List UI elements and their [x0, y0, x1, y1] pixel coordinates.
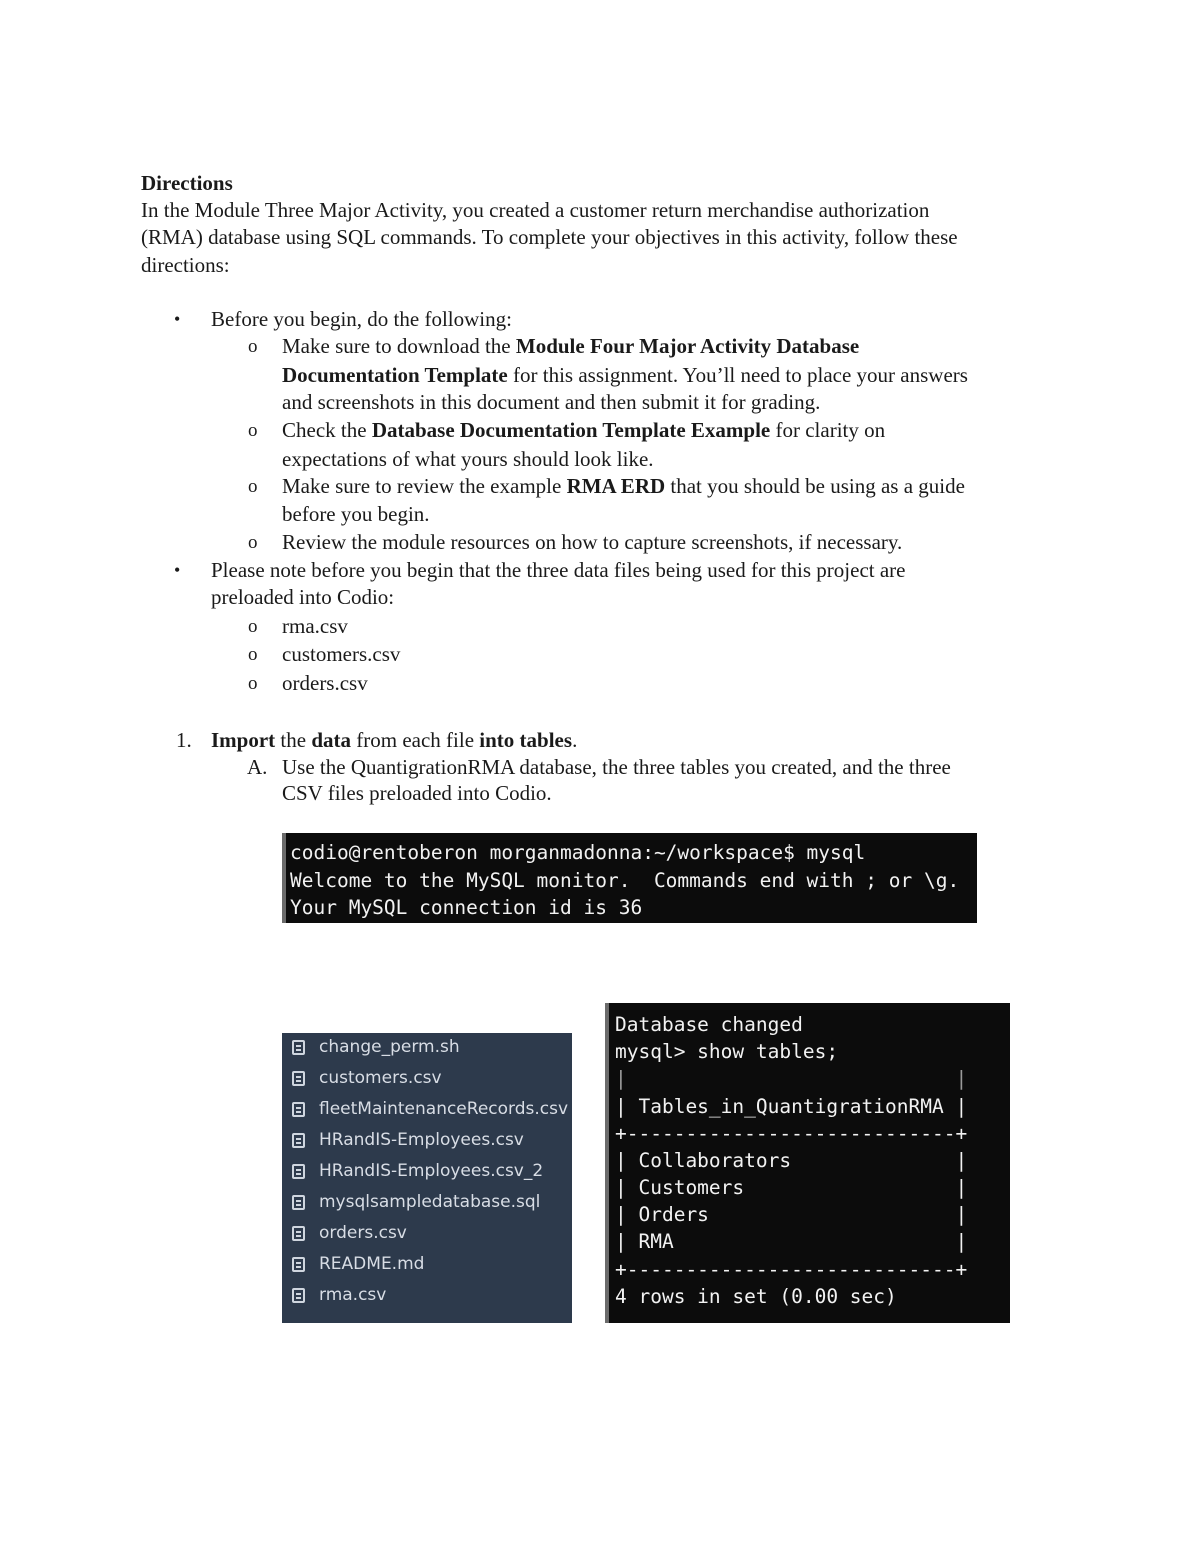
sub-bullet-text: expectations of what yours should look like. — [282, 447, 654, 471]
file-list-item — [292, 1159, 543, 1183]
bullet-text: preloaded into Codio: — [211, 585, 395, 609]
terminal-line: mysql> show tables; — [615, 1040, 839, 1063]
intro-line: (RMA) database using SQL commands. To complete your objectives in this activity, follow these — [141, 225, 958, 249]
sub-bullet-text: Review the module resources on how to capture screenshots, if necessary. — [282, 530, 903, 554]
terminal-line: codio@rentoberon morganmadonna:~/workspace$ mysql — [290, 841, 866, 864]
file-list-item — [292, 1097, 568, 1121]
sub-bullet-icon: o — [248, 420, 258, 441]
file-icon — [292, 1040, 305, 1055]
sub-bullet-icon: o — [248, 532, 258, 553]
file-list-item — [292, 1190, 540, 1214]
terminal-line: Welcome to the MySQL monitor. Commands end with ; or \g. — [290, 869, 960, 892]
terminal-line: Database changed — [615, 1013, 803, 1036]
sub-bullet-icon: o — [248, 336, 258, 357]
file-list-label: fleetMaintenanceRecords.csv — [319, 1099, 569, 1119]
file-list-screenshot — [282, 1033, 572, 1323]
sub-bullet-icon: o — [248, 476, 258, 497]
bullet-text: Before you begin, do the following: — [211, 307, 512, 331]
terminal-line: | RMA | — [615, 1230, 968, 1253]
file-icon — [292, 1195, 305, 1210]
file-icon — [292, 1133, 305, 1148]
file-icon — [292, 1257, 305, 1272]
file-list-label: HRandIS-Employees.csv_2 — [319, 1161, 544, 1181]
file-name: rma.csv — [282, 614, 348, 638]
file-list-label: README.md — [319, 1254, 425, 1274]
bullet-icon: • — [174, 560, 181, 580]
step-sub-text: CSV files preloaded into Codio. — [282, 781, 552, 805]
file-list-item — [292, 1221, 407, 1245]
file-list-label: HRandIS-Employees.csv — [319, 1130, 524, 1150]
terminal-line: | Orders | — [615, 1203, 968, 1226]
sub-bullet-text: before you begin. — [282, 502, 430, 526]
sub-bullet-icon: o — [248, 673, 258, 694]
sub-bullet-text: Make sure to download the Module Four Major Activity Database — [282, 334, 860, 358]
file-icon — [292, 1288, 305, 1303]
terminal-line: | Tables_in_QuantigrationRMA | — [615, 1095, 968, 1118]
file-icon — [292, 1071, 305, 1086]
file-name: orders.csv — [282, 671, 368, 695]
file-list-item — [292, 1066, 442, 1090]
file-icon — [292, 1102, 305, 1117]
terminal-line: +----------------------------+ — [615, 1258, 968, 1281]
sub-bullet-text: Make sure to review the example RMA ERD that you should be using as a guide — [282, 474, 965, 498]
file-list-item — [292, 1252, 424, 1276]
terminal-line: +----------------------------+ — [615, 1122, 968, 1145]
file-list-item — [292, 1035, 460, 1059]
sub-bullet-icon: o — [248, 616, 258, 637]
sub-bullet-text: and screenshots in this document and then submit it for grading. — [282, 390, 821, 414]
intro-line: In the Module Three Major Activity, you created a customer return merchandise authorization — [141, 198, 930, 222]
sub-bullet-icon: o — [248, 644, 258, 665]
bullet-text: Please note before you begin that the three data files being used for this project are — [211, 558, 906, 582]
sub-bullet-text: Documentation Template for this assignment. You’ll need to place your answers — [282, 363, 968, 387]
file-list-label: change_perm.sh — [319, 1037, 460, 1057]
section-heading: Directions — [141, 171, 233, 195]
file-list-label: orders.csv — [319, 1223, 407, 1243]
step-text: Import the data from each file into tables. — [211, 728, 578, 752]
file-name: customers.csv — [282, 642, 401, 666]
terminal-line: Your MySQL connection id is 36 — [290, 896, 643, 919]
terminal-screenshot-show-tables — [605, 1003, 1010, 1323]
intro-line: directions: — [141, 253, 230, 277]
bullet-icon: • — [174, 309, 181, 329]
file-list-label: customers.csv — [319, 1068, 442, 1088]
file-list-label: mysqlsampledatabase.sql — [319, 1192, 541, 1212]
file-icon — [292, 1164, 305, 1179]
sub-bullet-text: Check the Database Documentation Template Example for clarity on — [282, 418, 886, 442]
terminal-line: | | — [615, 1067, 968, 1090]
step-number: 1. — [176, 728, 192, 752]
file-list-label: rma.csv — [319, 1285, 387, 1305]
file-icon — [292, 1226, 305, 1241]
file-list-item — [292, 1128, 524, 1152]
step-sub-text: Use the QuantigrationRMA database, the three tables you created, and the three — [282, 755, 951, 779]
step-sub-letter: A. — [247, 755, 268, 779]
terminal-line: 4 rows in set (0.00 sec) — [615, 1285, 897, 1308]
terminal-line: | Customers | — [615, 1176, 968, 1199]
terminal-line: | Collaborators | — [615, 1149, 968, 1172]
terminal-screenshot-mysql-login — [282, 833, 977, 923]
file-list-item — [292, 1283, 386, 1307]
